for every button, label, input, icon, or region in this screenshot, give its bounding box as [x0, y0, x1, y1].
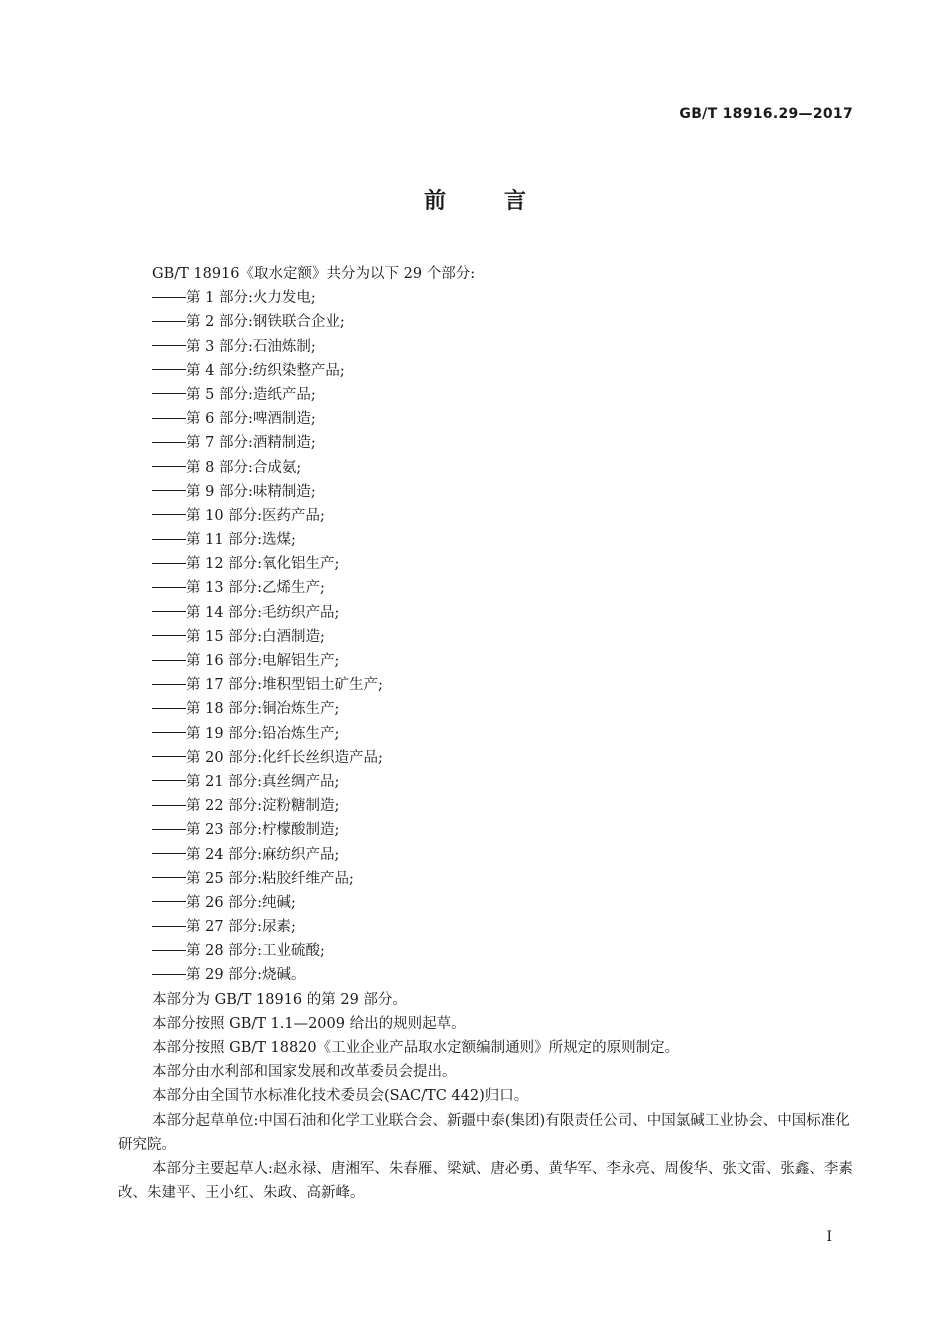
- part-item: [118, 746, 860, 770]
- part-label: 第 27 部分:尿素;: [186, 919, 296, 936]
- em-dash-mark: [152, 369, 186, 370]
- part-label: 第 17 部分:堆积型铝土矿生产;: [186, 677, 383, 694]
- part-label: 第 9 部分:味精制造;: [186, 483, 316, 500]
- part-item: [118, 843, 860, 867]
- statements-list: [118, 988, 860, 1109]
- em-dash-mark: [152, 587, 186, 588]
- part-item: [118, 891, 860, 915]
- part-item: [118, 794, 860, 818]
- part-item: [118, 649, 860, 673]
- part-label: 第 6 部分:啤酒制造;: [186, 411, 316, 428]
- part-label: 第 5 部分:造纸产品;: [186, 386, 316, 403]
- part-label: 第 21 部分:真丝绸产品;: [186, 773, 340, 790]
- part-label: 第 7 部分:酒精制造;: [186, 435, 316, 452]
- title-char-2: 言: [504, 189, 527, 214]
- em-dash-mark: [152, 756, 186, 757]
- em-dash-mark: [152, 853, 186, 854]
- em-dash-mark: [152, 684, 186, 685]
- page-number: I: [826, 1229, 832, 1245]
- part-item: [118, 383, 860, 407]
- statement-line: 本部分为 GB/T 18916 的第 29 部分。: [152, 991, 407, 1008]
- part-label: 第 16 部分:电解铝生产;: [186, 653, 340, 669]
- em-dash-mark: [152, 345, 186, 346]
- part-item: [118, 335, 860, 359]
- part-label: 第 23 部分:柠檬酸制造;: [186, 822, 340, 839]
- part-label: 第 13 部分:乙烯生产;: [186, 580, 325, 597]
- part-label: 第 25 部分:粘胶纤维产品;: [186, 870, 354, 887]
- part-label: 第 10 部分:医药产品;: [186, 507, 325, 524]
- em-dash-mark: [152, 805, 186, 806]
- em-dash-mark: [152, 660, 186, 661]
- part-item: [118, 431, 860, 455]
- part-label: 第 2 部分:钢铁联合企业;: [186, 314, 345, 331]
- part-label: 第 19 部分:铅冶炼生产;: [186, 725, 340, 742]
- part-item: [118, 867, 860, 891]
- em-dash-mark: [152, 611, 186, 612]
- em-dash-mark: [152, 539, 186, 540]
- em-dash-mark: [152, 877, 186, 878]
- em-dash-mark: [152, 466, 186, 467]
- statement-line: 本部分由全国节水标准化技术委员会(SAC/TC 442)归口。: [152, 1088, 529, 1105]
- foreword-body: [118, 262, 860, 1205]
- part-item: [118, 480, 860, 504]
- em-dash-mark: [152, 490, 186, 491]
- drafting-units: 本部分起草单位:中国石油和化学工业联合会、新疆中泰(集团)有限责任公司、中国氯碱工业协会、中国标准化研究院。: [118, 1112, 850, 1153]
- em-dash-mark: [152, 635, 186, 636]
- part-label: 第 26 部分:纯碱;: [186, 894, 296, 911]
- title-char-1: 前: [423, 189, 446, 214]
- parts-list: [118, 286, 860, 987]
- em-dash-mark: [152, 297, 186, 298]
- part-label: 第 11 部分:选煤;: [186, 532, 296, 549]
- em-dash-mark: [152, 442, 186, 443]
- em-dash-mark: [152, 974, 186, 975]
- em-dash-mark: [152, 393, 186, 394]
- part-item: [118, 818, 860, 842]
- part-label: 第 15 部分:白酒制造;: [186, 628, 325, 645]
- part-item: [118, 504, 860, 528]
- statement-line: 本部分由水利部和国家发展和改革委员会提出。: [152, 1064, 457, 1081]
- part-item: [118, 576, 860, 600]
- part-label: 第 24 部分:麻纺织产品;: [186, 846, 340, 863]
- part-item: [118, 310, 860, 334]
- part-item: [118, 601, 860, 625]
- em-dash-mark: [152, 901, 186, 902]
- part-item: [118, 963, 860, 987]
- part-item: [118, 552, 860, 576]
- page-title: [0, 184, 950, 215]
- part-label: 第 22 部分:淀粉糖制造;: [186, 798, 340, 815]
- part-item: [118, 456, 860, 480]
- em-dash-mark: [152, 321, 186, 322]
- part-label: 第 29 部分:烧碱。: [186, 967, 306, 984]
- part-label: 第 20 部分:化纤长丝织造产品;: [186, 749, 383, 766]
- part-label: 第 8 部分:合成氨;: [186, 459, 302, 476]
- drafters: 本部分主要起草人:赵永禄、唐湘军、朱春雁、梁斌、唐必勇、黄华军、李永亮、周俊华、张文雷、张鑫、李素改、朱建平、王小红、朱政、高新峰。: [118, 1160, 853, 1202]
- part-label: 第 12 部分:氧化铝生产;: [186, 556, 340, 573]
- part-label: 第 1 部分:火力发电;: [186, 290, 316, 307]
- part-item: [118, 673, 860, 697]
- em-dash-mark: [152, 950, 186, 951]
- part-item: [118, 697, 860, 721]
- part-item: [118, 939, 860, 963]
- part-label: 第 18 部分:铜冶炼生产;: [186, 701, 340, 718]
- statement-line: 本部分按照 GB/T 18820《工业企业产品取水定额编制通则》所规定的原则制定。: [152, 1040, 680, 1056]
- part-item: [118, 915, 860, 939]
- statement-line: 本部分按照 GB/T 1.1—2009 给出的规则起草。: [152, 1015, 466, 1032]
- part-item: [118, 625, 860, 649]
- em-dash-mark: [152, 829, 186, 830]
- standard-code: GB/T 18916.29—2017: [679, 106, 853, 122]
- em-dash-mark: [152, 418, 186, 419]
- part-label: 第 14 部分:毛纺织产品;: [186, 604, 340, 621]
- em-dash-mark: [152, 926, 186, 927]
- part-label: 第 3 部分:石油炼制;: [186, 338, 316, 355]
- em-dash-mark: [152, 514, 186, 515]
- intro-line: GB/T 18916《取水定额》共分为以下 29 个部分:: [152, 266, 476, 282]
- part-item: [118, 722, 860, 746]
- em-dash-mark: [152, 563, 186, 564]
- part-label: 第 28 部分:工业硫酸;: [186, 943, 325, 960]
- em-dash-mark: [152, 732, 186, 733]
- em-dash-mark: [152, 708, 186, 709]
- part-item: [118, 359, 860, 383]
- part-item: [118, 770, 860, 794]
- part-item: [118, 407, 860, 431]
- em-dash-mark: [152, 780, 186, 781]
- part-item: [118, 286, 860, 310]
- part-label: 第 4 部分:纺织染整产品;: [186, 362, 345, 379]
- part-item: [118, 528, 860, 552]
